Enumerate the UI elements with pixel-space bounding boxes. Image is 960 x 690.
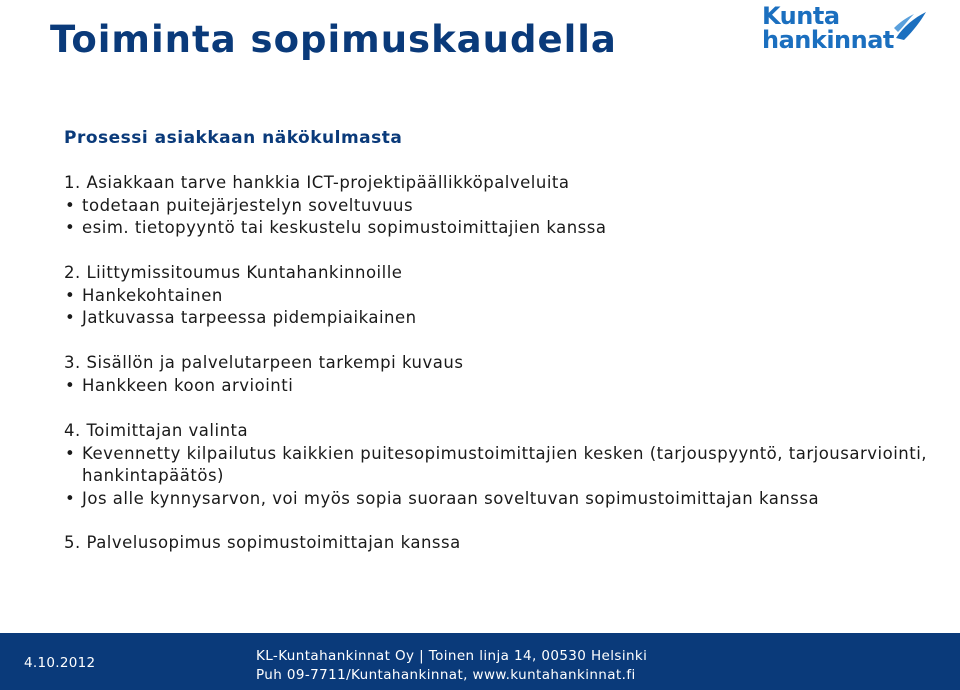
section-heading: 2. Liittymissitoumus Kuntahankinnoille — [64, 263, 403, 282]
list-item-text: todetaan puitejärjestelyn soveltuvuus — [82, 195, 414, 215]
list-item — [64, 375, 944, 398]
logo-word-hankinnat: hankinnat — [762, 26, 894, 54]
bullet-icon: • — [65, 375, 76, 395]
list-item-text: Kevennetty kilpailutus kaikkien puitesopimustoimittajien kesken (tarjouspyyntö, tarjousarviointi, hankintapäätös) — [82, 443, 928, 486]
footer-phone-web: Puh 09-7711/Kuntahankinnat, www.kuntahankinnat.fi — [256, 667, 636, 683]
list-item-text: Hankkeen koon arviointi — [82, 375, 294, 395]
bullet-icon: • — [65, 488, 76, 508]
list-item — [64, 443, 944, 488]
section-heading: 5. Palvelusopimus sopimustoimittajan kanssa — [64, 533, 461, 552]
bullet-icon: • — [65, 195, 76, 215]
bullet-icon: • — [65, 443, 76, 463]
list-item — [64, 217, 944, 240]
list-item-text: esim. tietopyyntö tai keskustelu sopimustoimittajien kanssa — [82, 218, 607, 238]
section-3 — [64, 352, 944, 397]
list-item-text: Hankekohtainen — [82, 285, 223, 305]
list-item-text: Jatkuvassa tarpeessa pidempiaikainen — [82, 308, 417, 328]
list-item — [64, 488, 944, 511]
footer-contact-info — [256, 647, 647, 685]
list-item-text: Jos alle kynnysarvon, voi myös sopia suoraan soveltuvan sopimustoimittajan kanssa — [82, 488, 820, 508]
footer-bar — [0, 633, 960, 690]
footer-address: KL-Kuntahankinnat Oy | Toinen linja 14, 00530 Helsinki — [256, 648, 648, 664]
section-4 — [64, 420, 944, 510]
bullet-icon: • — [65, 218, 76, 238]
section-heading: 3. Sisällön ja palvelutarpeen tarkempi kuvaus — [64, 353, 464, 372]
bullet-icon: • — [65, 308, 76, 328]
section-5 — [64, 532, 944, 555]
section-1 — [64, 172, 944, 240]
wing-mark-icon — [894, 8, 928, 42]
kuntahankinnat-logo — [762, 4, 932, 54]
list-item — [64, 285, 944, 308]
bullet-icon: • — [65, 285, 76, 305]
slide-title: Toiminta sopimuskaudella — [50, 18, 617, 61]
list-item — [64, 195, 944, 218]
list-item — [64, 307, 944, 330]
section-heading: 4. Toimittajan valinta — [64, 421, 249, 440]
footer-date: 4.10.2012 — [24, 655, 96, 671]
logo-word-kunta: Kunta — [762, 2, 840, 30]
section-2 — [64, 262, 944, 330]
section-heading: 1. Asiakkaan tarve hankkia ICT-projektipäällikköpalveluita — [64, 173, 570, 192]
subheading: Prosessi asiakkaan näkökulmasta — [64, 128, 403, 148]
